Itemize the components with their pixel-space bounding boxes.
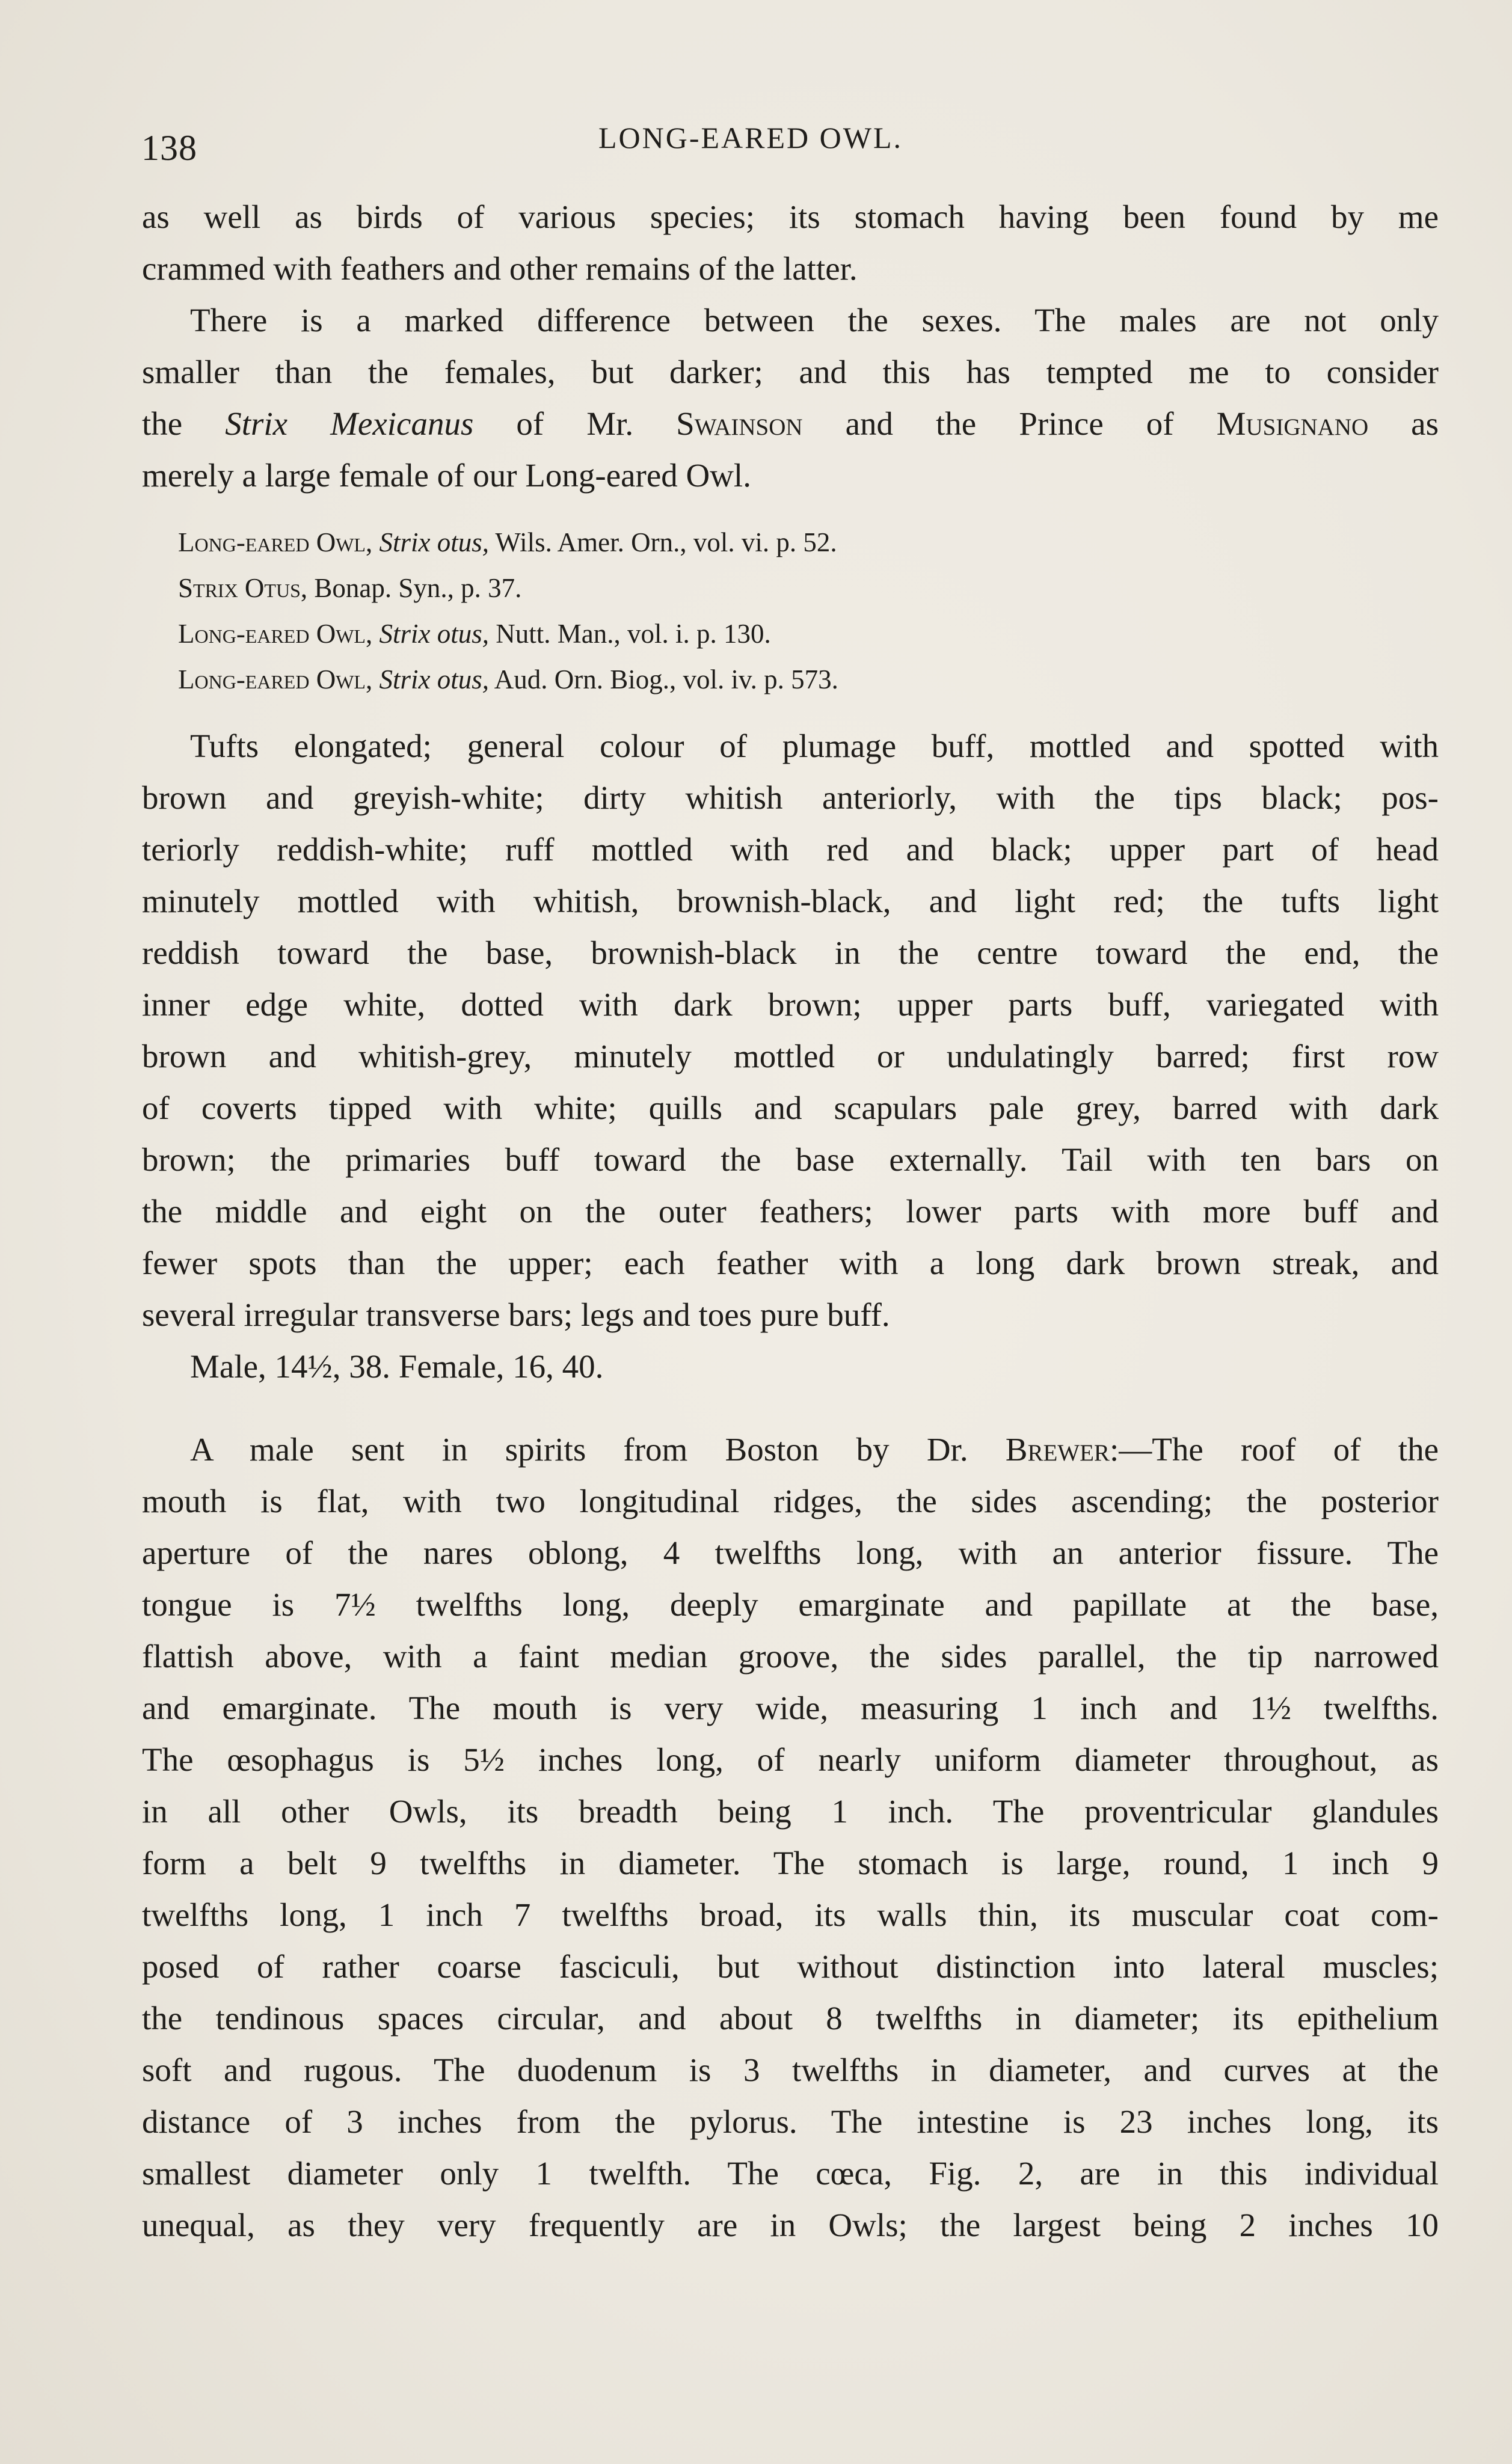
- text-line: as well as birds of various species; its stomach having been found by me: [142, 198, 1439, 235]
- text-line: The œsophagus is 5½ inches long, of nearly uniform diameter throughout, as: [142, 1741, 1439, 1778]
- text-line: of coverts tipped with white; quills and scapulars pale grey, barred with dark: [142, 1089, 1439, 1126]
- paragraph-continued: [142, 191, 1439, 295]
- synonymy-entry: Long-eared Owl, Strix otus, Aud. Orn. Biog., vol. iv. p. 573.: [178, 664, 838, 694]
- anatomy-description: [142, 1424, 1439, 2251]
- text-line: soft and rugous. The duodenum is 3 twelfths in diameter, and curves at the: [142, 2052, 1439, 2088]
- page-number: 138: [141, 128, 197, 168]
- text-line: distance of 3 inches from the pylorus. The intestine is 23 inches long, its: [142, 2103, 1439, 2140]
- text-line: There is a marked difference between the sexes. The males are not only: [190, 302, 1439, 339]
- author-name: Brewer: [1005, 1431, 1110, 1468]
- text-line: crammed with feathers and other remains of the latter.: [142, 250, 858, 287]
- text-line: A male sent in spirits from Boston by Dr. Brewer:—The roof of the: [190, 1431, 1439, 1468]
- text-line: several irregular transverse bars; legs and toes pure buff.: [142, 1296, 890, 1333]
- text-line: in all other Owls, its breadth being 1 inch. The proventricular glandules: [142, 1793, 1439, 1830]
- text-line: fewer spots than the upper; each feather with a long dark brown streak, and: [142, 1245, 1439, 1281]
- text-line: the tendinous spaces circular, and about 8 twelfths in diameter; its epithelium: [142, 2000, 1439, 2036]
- paragraph-sexes: [142, 295, 1439, 501]
- text-line: reddish toward the base, brownish-black in the centre toward the end, the: [142, 934, 1439, 971]
- species-name: Strix Mexicanus: [225, 405, 474, 442]
- text-line: inner edge white, dotted with dark brown; upper parts buff, variegated with: [142, 986, 1439, 1023]
- text-line: posed of rather coarse fasciculi, but without distinction into lateral muscles;: [142, 1948, 1439, 1985]
- text-line: smaller than the females, but darker; and this has tempted me to consider: [142, 354, 1439, 390]
- text-line: aperture of the nares oblong, 4 twelfths long, with an anterior fissure. The: [142, 1534, 1439, 1571]
- text-line: Tufts elongated; general colour of plumage buff, mottled and spotted with: [190, 728, 1439, 764]
- author-name: Swainson: [676, 405, 803, 442]
- text-line: and emarginate. The mouth is very wide, measuring 1 inch and 1½ twelfths.: [142, 1690, 1439, 1726]
- text-line: twelfths long, 1 inch 7 twelfths broad, its walls thin, its muscular coat com-: [142, 1896, 1439, 1933]
- synonymy-entry: Long-eared Owl, Strix otus, Wils. Amer. Orn., vol. vi. p. 52.: [178, 527, 837, 557]
- synonymy-entry: Long-eared Owl, Strix otus, Nutt. Man., vol. i. p. 130.: [178, 619, 771, 649]
- text-line: brown; the primaries buff toward the base externally. Tail with ten bars on: [142, 1141, 1439, 1178]
- page-header: [141, 120, 1434, 174]
- running-title: LONG-EARED OWL.: [598, 121, 903, 155]
- text-line: the Strix Mexicanus of Mr. Swainson and the Prince of Musignano as: [142, 405, 1439, 442]
- text-line: the middle and eight on the outer feathers; lower parts with more buff and: [142, 1193, 1439, 1230]
- text-line: brown and greyish-white; dirty whitish anteriorly, with the tips black; pos-: [142, 779, 1439, 816]
- measurements: Male, 14½, 38. Female, 16, 40.: [190, 1348, 604, 1385]
- text-line: tongue is 7½ twelfths long, deeply emarginate and papillate at the base,: [142, 1586, 1439, 1623]
- author-name: Musignano: [1216, 405, 1369, 442]
- text-line: mouth is flat, with two longitudinal ridges, the sides ascending; the posterior: [142, 1483, 1439, 1519]
- page-body: [142, 191, 1439, 2251]
- text-line: teriorly reddish-white; ruff mottled with red and black; upper part of head: [142, 831, 1439, 868]
- text-line: brown and whitish-grey, minutely mottled or undulatingly barred; first row: [142, 1038, 1439, 1074]
- text-line: flattish above, with a faint median groove, the sides parallel, the tip narrowed: [142, 1638, 1439, 1675]
- text-line: merely a large female of our Long-eared Owl.: [142, 457, 751, 494]
- text-line: unequal, as they very frequently are in Owls; the largest being 2 inches 10: [142, 2207, 1439, 2243]
- text-line: minutely mottled with whitish, brownish-black, and light red; the tufts light: [142, 883, 1439, 919]
- synonymy-entry: Strix Otus, Bonap. Syn., p. 37.: [178, 573, 522, 603]
- plumage-description: [142, 720, 1439, 1393]
- text-line: smallest diameter only 1 twelfth. The cœca, Fig. 2, are in this individual: [142, 2155, 1439, 2192]
- text-line: form a belt 9 twelfths in diameter. The stomach is large, round, 1 inch 9: [142, 1845, 1439, 1881]
- synonymy-list: [142, 519, 1439, 702]
